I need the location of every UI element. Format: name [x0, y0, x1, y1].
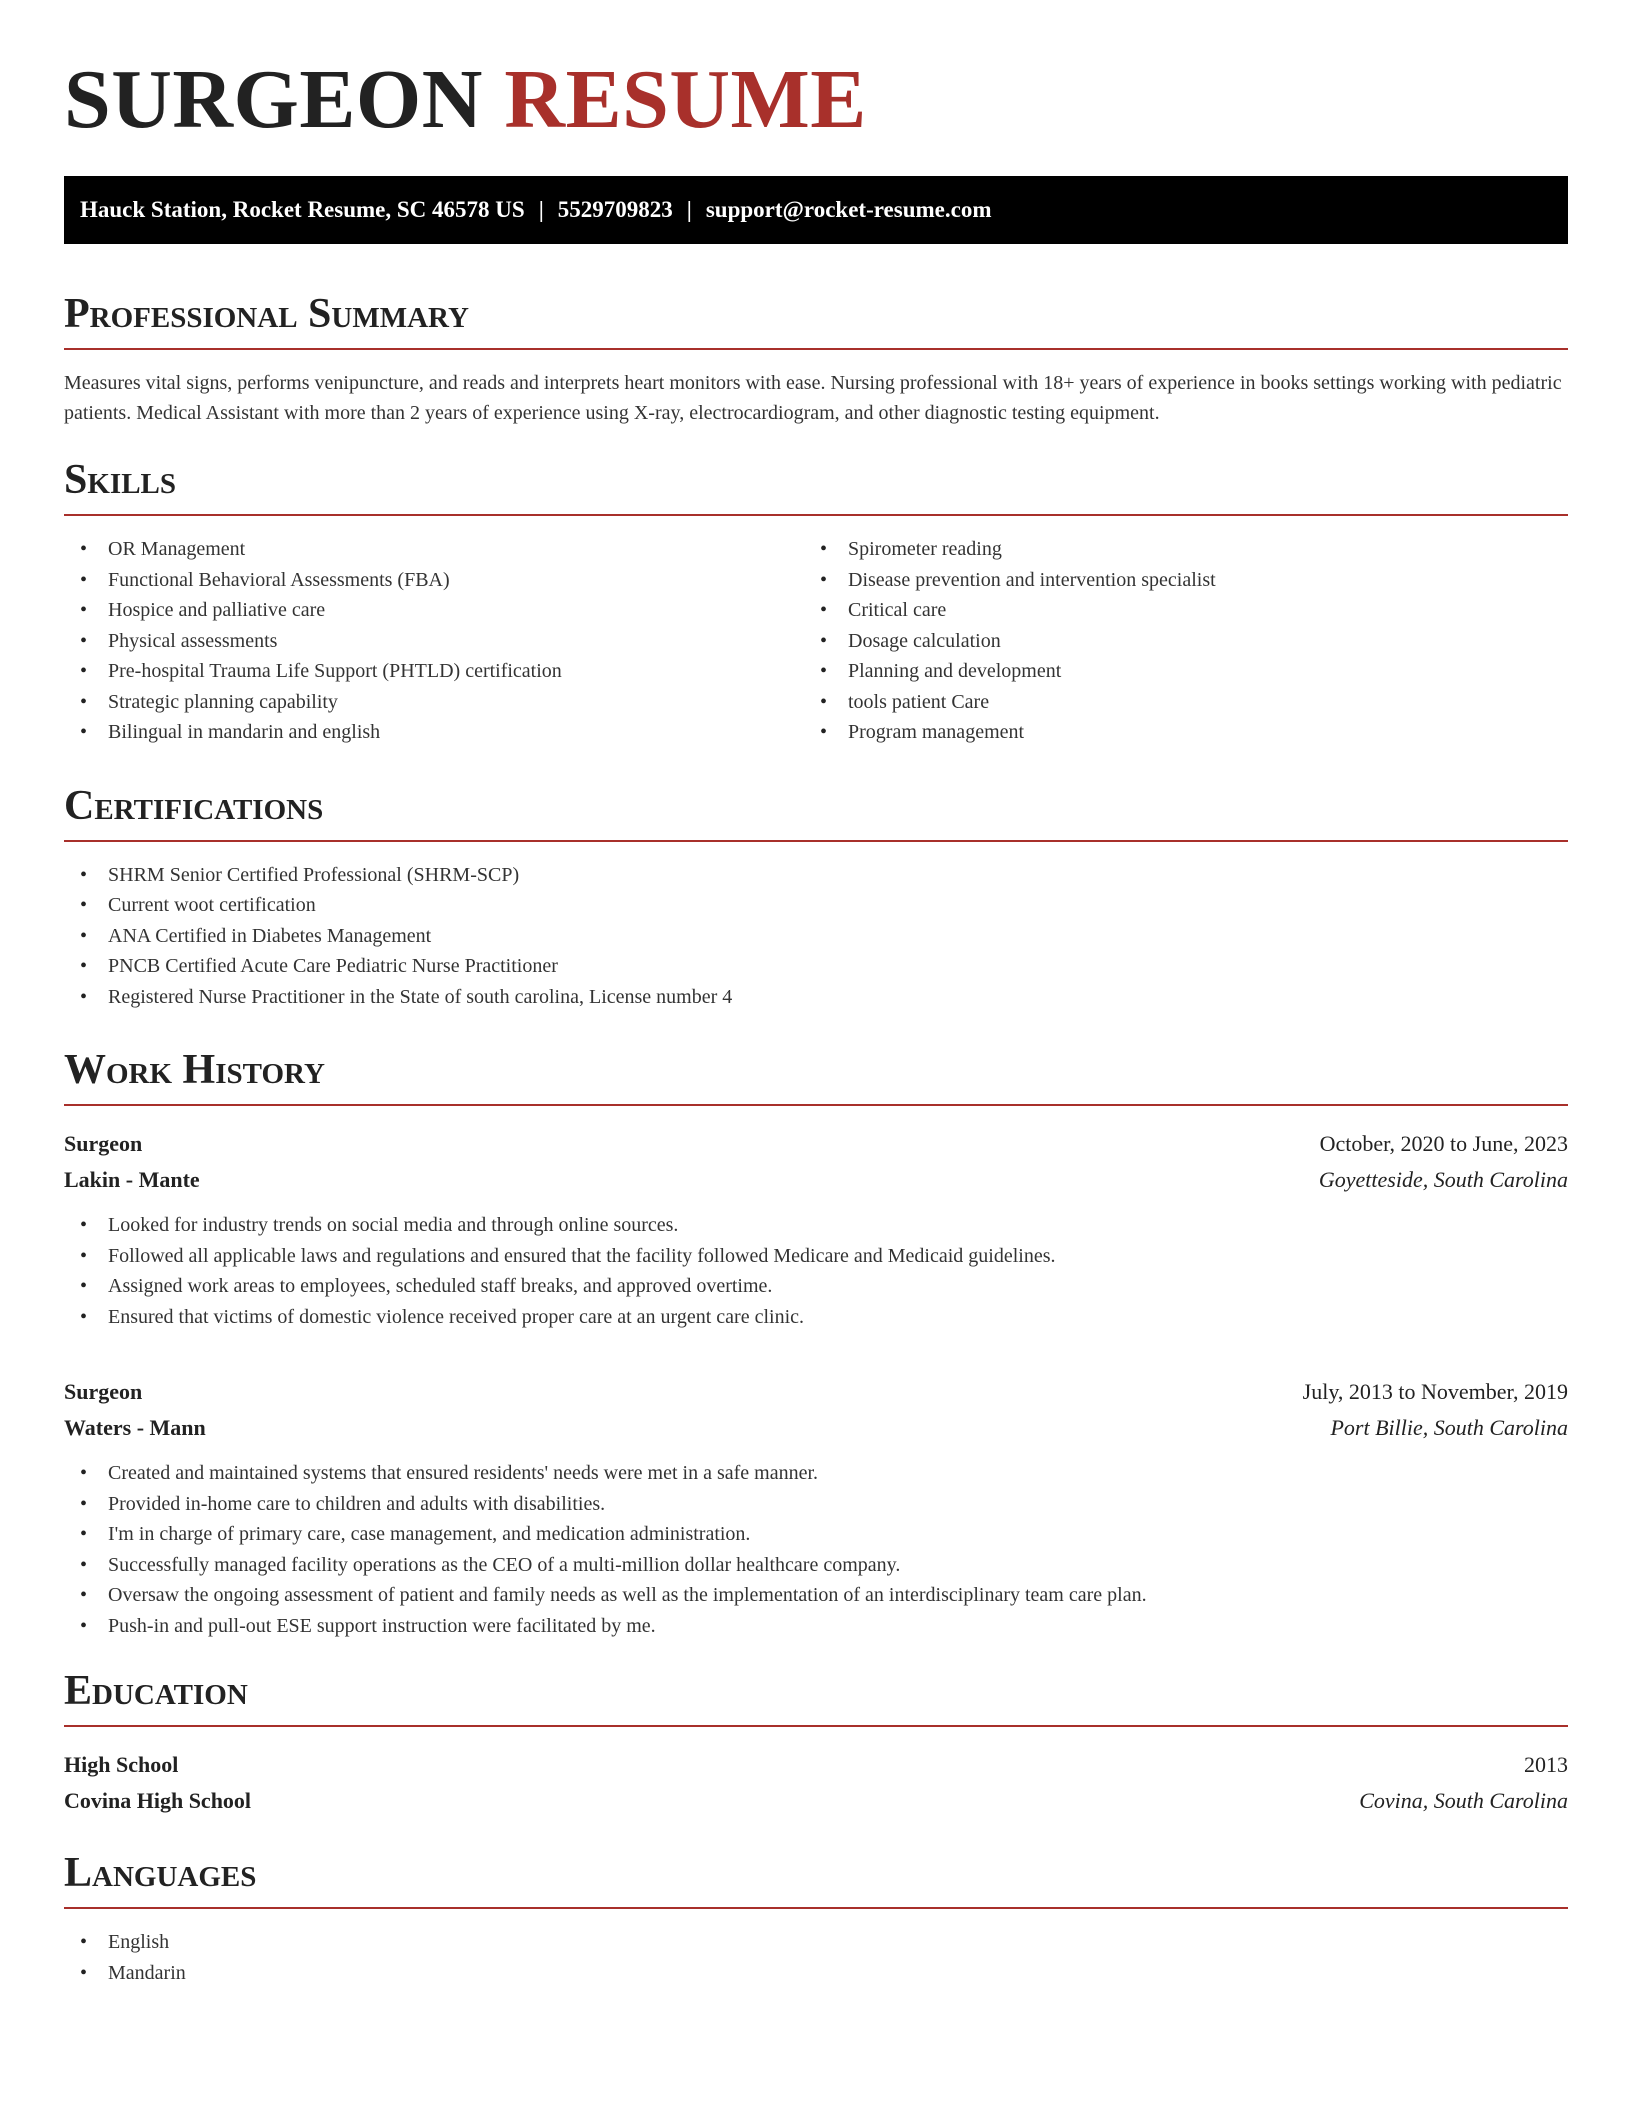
- list-item: • Push-in and pull-out ESE support instruction were facilitated by me.: [64, 1611, 1568, 1642]
- job-header-row: [64, 1126, 1568, 1162]
- list-item: • Physical assessments: [64, 626, 804, 657]
- list-item: • Program management: [804, 717, 1544, 748]
- list-item: • ANA Certified in Diabetes Management: [64, 921, 1568, 952]
- list-item: • I'm in charge of primary care, case management, and medication administration.: [64, 1519, 1568, 1550]
- job-bullets: [64, 1210, 1568, 1332]
- job-dates: July, 2013 to November, 2019: [1302, 1379, 1568, 1404]
- contact-address: Hauck Station, Rocket Resume, SC 46578 US: [80, 197, 525, 222]
- contact-bar: [64, 176, 1568, 244]
- list-item: • Bilingual in mandarin and english: [64, 717, 804, 748]
- languages-list: [64, 1927, 1568, 1988]
- section-title-certifications: Certifications: [64, 784, 1568, 842]
- education-school: Covina High School: [64, 1788, 252, 1813]
- title-accent: RESUME: [504, 53, 867, 146]
- education-header-row: [64, 1747, 1568, 1783]
- job-role: Surgeon: [64, 1379, 143, 1404]
- list-item: • Ensured that victims of domestic violence received proper care at an urgent care clinic.: [64, 1302, 1568, 1333]
- summary-text: Measures vital signs, performs venipuncture, and reads and interprets heart monitors with ease. Nursing professional with 18+ years of experience in books settings working with pediatric patients. Medical Assistant with more than 2 years of experience using X-ray, electrocardiogram, and other diagnostic testing equipment.: [64, 372, 1562, 424]
- resume-page: [64, 0, 1568, 1988]
- list-item: • PNCB Certified Acute Care Pediatric Nurse Practitioner: [64, 951, 1568, 982]
- contact-email: support@rocket-resume.com: [705, 197, 992, 222]
- list-item: • Hospice and palliative care: [64, 595, 804, 626]
- resume-title: [64, 0, 1568, 176]
- list-item: • OR Management: [64, 534, 804, 565]
- education-entry: [64, 1747, 1568, 1819]
- list-item: • Critical care: [804, 595, 1544, 626]
- job-bullets: [64, 1458, 1568, 1641]
- job-header-row: [64, 1374, 1568, 1410]
- list-item: • Provided in-home care to children and adults with disabilities.: [64, 1489, 1568, 1520]
- job-role: Surgeon: [64, 1131, 143, 1156]
- job-company-row: [64, 1410, 1568, 1446]
- section-title-skills: Skills: [64, 458, 1568, 516]
- certifications-list: [64, 860, 1568, 1013]
- job-company: Waters - Mann: [64, 1415, 206, 1440]
- job-location: Port Billie, South Carolina: [1330, 1415, 1568, 1440]
- list-item: • English: [64, 1927, 1568, 1958]
- skills-grid: [64, 534, 1568, 748]
- job-entry: [64, 1126, 1568, 1332]
- list-item: • tools patient Care: [804, 687, 1544, 718]
- education-school-row: [64, 1783, 1568, 1819]
- contact-phone: 5529709823: [557, 197, 673, 222]
- list-item: • Oversaw the ongoing assessment of patient and family needs as well as the implementation of an interdisciplinary team care plan.: [64, 1580, 1568, 1611]
- list-item: • Assigned work areas to employees, scheduled staff breaks, and approved overtime.: [64, 1271, 1568, 1302]
- list-item: • Followed all applicable laws and regulations and ensured that the facility followed Medicare and Medicaid guidelines.: [64, 1241, 1568, 1272]
- skills-list-right: [804, 534, 1544, 748]
- list-item: • Registered Nurse Practitioner in the State of south carolina, License number 4: [64, 982, 1568, 1013]
- education-degree: High School: [64, 1752, 179, 1777]
- job-company: Lakin - Mante: [64, 1167, 200, 1192]
- section-title-education: Education: [64, 1669, 1568, 1727]
- list-item: • Looked for industry trends on social media and through online sources.: [64, 1210, 1568, 1241]
- list-item: • Strategic planning capability: [64, 687, 804, 718]
- contact-separator: |: [538, 197, 544, 222]
- section-title-summary: Professional Summary: [64, 292, 1568, 350]
- section-title-work-history: Work History: [64, 1048, 1568, 1106]
- list-item: • Created and maintained systems that ensured residents' needs were met in a safe manner.: [64, 1458, 1568, 1489]
- list-item: • Current woot certification: [64, 890, 1568, 921]
- contact-separator: |: [686, 197, 692, 222]
- list-item: • SHRM Senior Certified Professional (SHRM-SCP): [64, 860, 1568, 891]
- list-item: • Planning and development: [804, 656, 1544, 687]
- list-item: • Mandarin: [64, 1958, 1568, 1989]
- list-item: • Dosage calculation: [804, 626, 1544, 657]
- list-item: • Disease prevention and intervention specialist: [804, 565, 1544, 596]
- education-location: Covina, South Carolina: [1359, 1788, 1568, 1813]
- section-title-languages: Languages: [64, 1851, 1568, 1909]
- job-dates: October, 2020 to June, 2023: [1319, 1131, 1568, 1156]
- skills-list-left: [64, 534, 804, 748]
- job-entry: [64, 1374, 1568, 1641]
- job-location: Goyetteside, South Carolina: [1318, 1167, 1568, 1192]
- list-item: • Pre-hospital Trauma Life Support (PHTLD) certification: [64, 656, 804, 687]
- list-item: • Spirometer reading: [804, 534, 1544, 565]
- list-item: • Functional Behavioral Assessments (FBA): [64, 565, 804, 596]
- education-year: 2013: [1524, 1752, 1568, 1777]
- job-company-row: [64, 1162, 1568, 1198]
- list-item: • Successfully managed facility operations as the CEO of a multi-million dollar healthcare company.: [64, 1550, 1568, 1581]
- title-main: SURGEON: [64, 53, 483, 146]
